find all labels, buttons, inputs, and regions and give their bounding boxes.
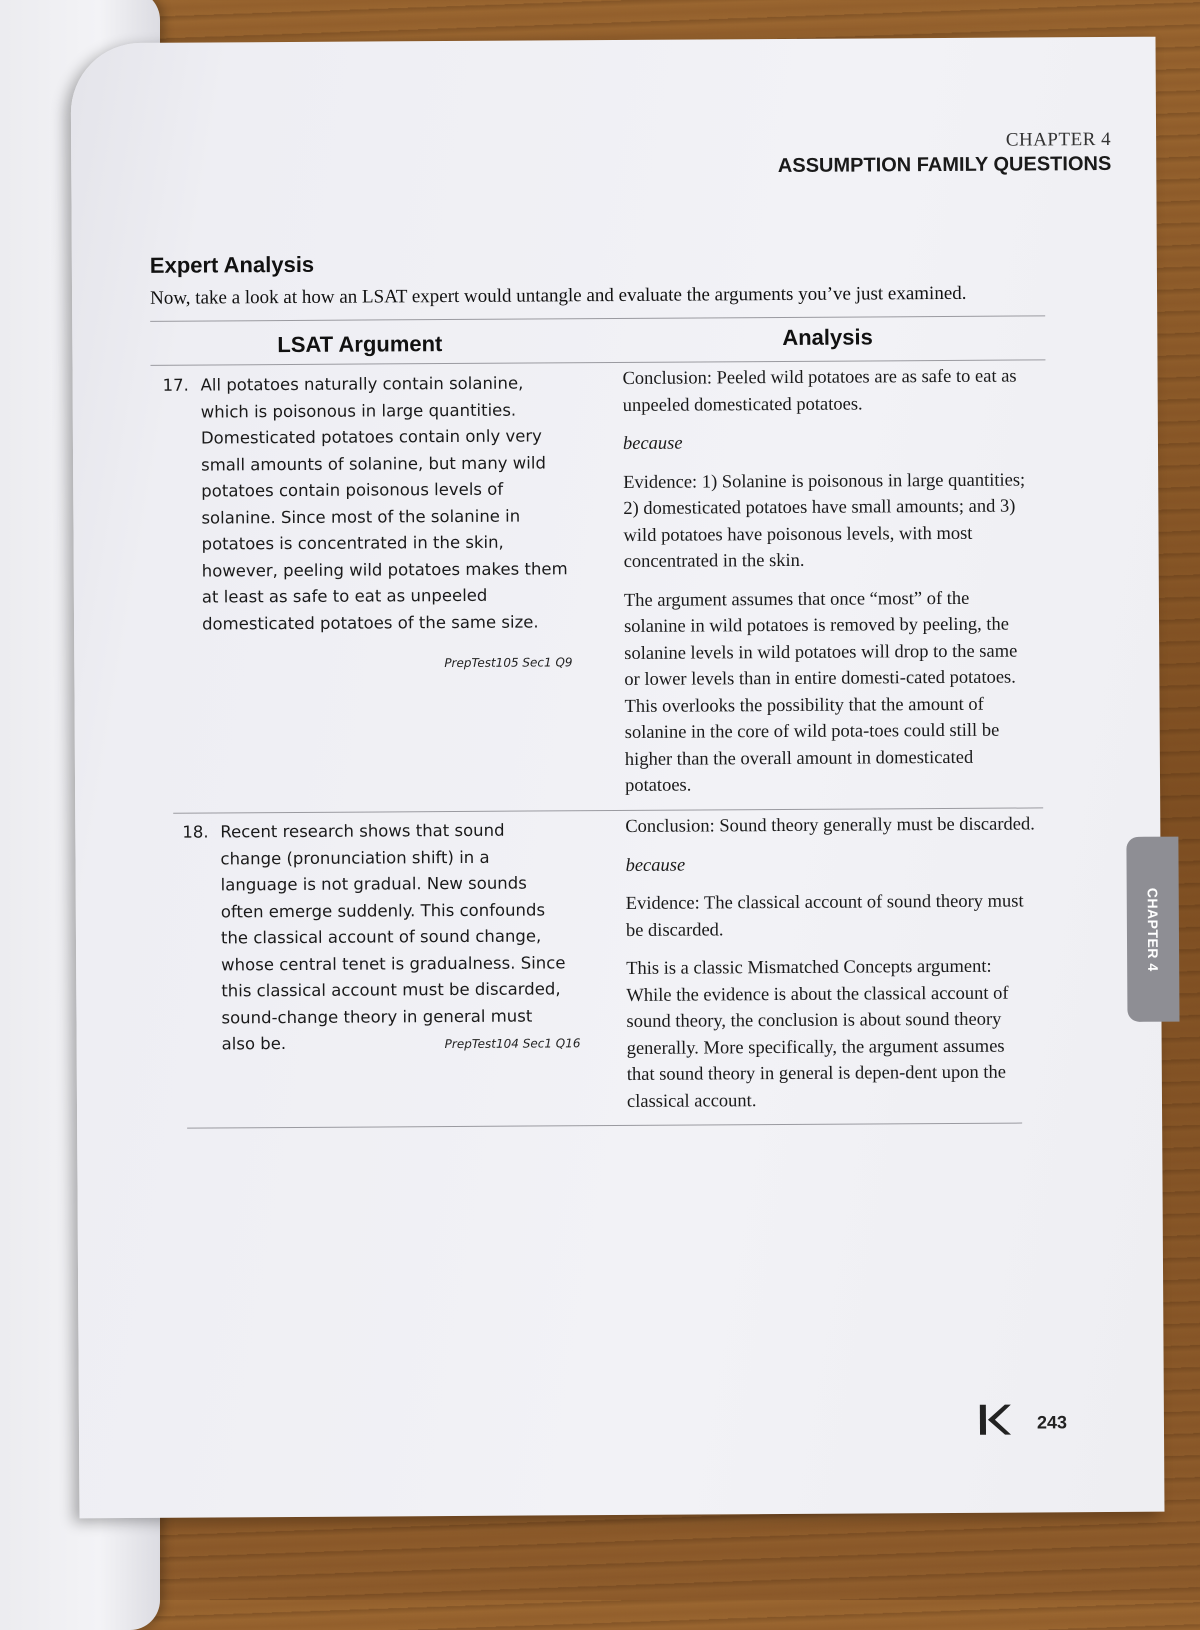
table-row xyxy=(162,370,573,637)
table-row xyxy=(182,817,566,1058)
question-source: PrepTest105 Sec1 Q9 xyxy=(444,655,573,671)
book-page xyxy=(71,37,1165,1519)
because-label: because xyxy=(622,433,683,454)
chapter-number: CHAPTER 4 xyxy=(1005,128,1112,151)
argument-text: Recent research shows that sound change (pronunciation shift) in a language is not gradual. New sounds often emerge suddenly. This confounds the classical account of sound change, whose central tenet is gradualness. Since this classical account must be discarded, sound-change theory in general must also be. xyxy=(220,820,566,1054)
question-number: 17. xyxy=(162,375,189,395)
kaplan-k-logo-icon xyxy=(979,1403,1011,1437)
column-header-analysis: Analysis xyxy=(782,324,873,350)
conclusion-text: Conclusion: Sound theory generally must be discarded. xyxy=(625,814,1035,837)
evidence-text: Evidence: 1) Solanine is poisonous in large quantities; 2) domesticated potatoes have small amounts; and 3) wild potatoes have poisonous levels, with most concentrated in the skin. xyxy=(623,470,1026,572)
chapter-title: ASSUMPTION FAMILY QUESTIONS xyxy=(777,152,1112,178)
because-label: because xyxy=(625,855,686,876)
analysis-text: This is a classic Mismatched Concepts argument: While the evidence is about the classical account of sound theory, the conclusion is about sound theory generally. More specifically, the argument assumes that sound theory in general is depen-dent upon the classical account. xyxy=(626,956,1009,1112)
section-title: Expert Analysis xyxy=(149,251,315,278)
column-header-argument: LSAT Argument xyxy=(277,331,443,358)
chapter-side-tab xyxy=(1126,837,1179,1022)
table-bottom-rule xyxy=(187,1123,1022,1129)
analysis-cell xyxy=(622,363,1035,811)
chapter-side-tab-label: CHAPTER 4 xyxy=(1144,887,1162,972)
argument-text: All potatoes naturally contain solanine, which is poisonous in large quantities. Domesticated potatoes contain only very small amounts of solanine, but many wild potatoes contain poisonous levels of solanine. Since most of the solanine in potatoes is concentrated in the skin, however, peeling wild potatoes makes them at least as safe to eat as unpeeled domesticated potatoes of the same size. xyxy=(200,373,568,634)
evidence-text: Evidence: The classical account of sound theory must be discarded. xyxy=(625,891,1024,941)
analysis-cell xyxy=(625,811,1037,1126)
question-number: 18. xyxy=(182,822,209,842)
table-top-rule xyxy=(150,315,1045,321)
question-source: PrepTest104 Sec1 Q16 xyxy=(444,1036,581,1052)
section-intro: Now, take a look at how an LSAT expert would untangle and evaluate the arguments you’ve just examined. xyxy=(150,282,967,309)
analysis-text: The argument assumes that once “most” of the solanine in wild potatoes is removed by peeling, the solanine levels in wild potatoes will drop to the same or lower levels than in entire domesti-cated potatoes. This overlooks the possibility that the amount of solanine in the core of wild pota-toes could still be higher than the overall amount in domesticated potatoes. xyxy=(623,588,1018,796)
page-number: 243 xyxy=(1036,1412,1068,1433)
conclusion-text: Conclusion: Peeled wild potatoes are as safe to eat as unpeeled domesticated potatoes. xyxy=(622,366,1017,416)
